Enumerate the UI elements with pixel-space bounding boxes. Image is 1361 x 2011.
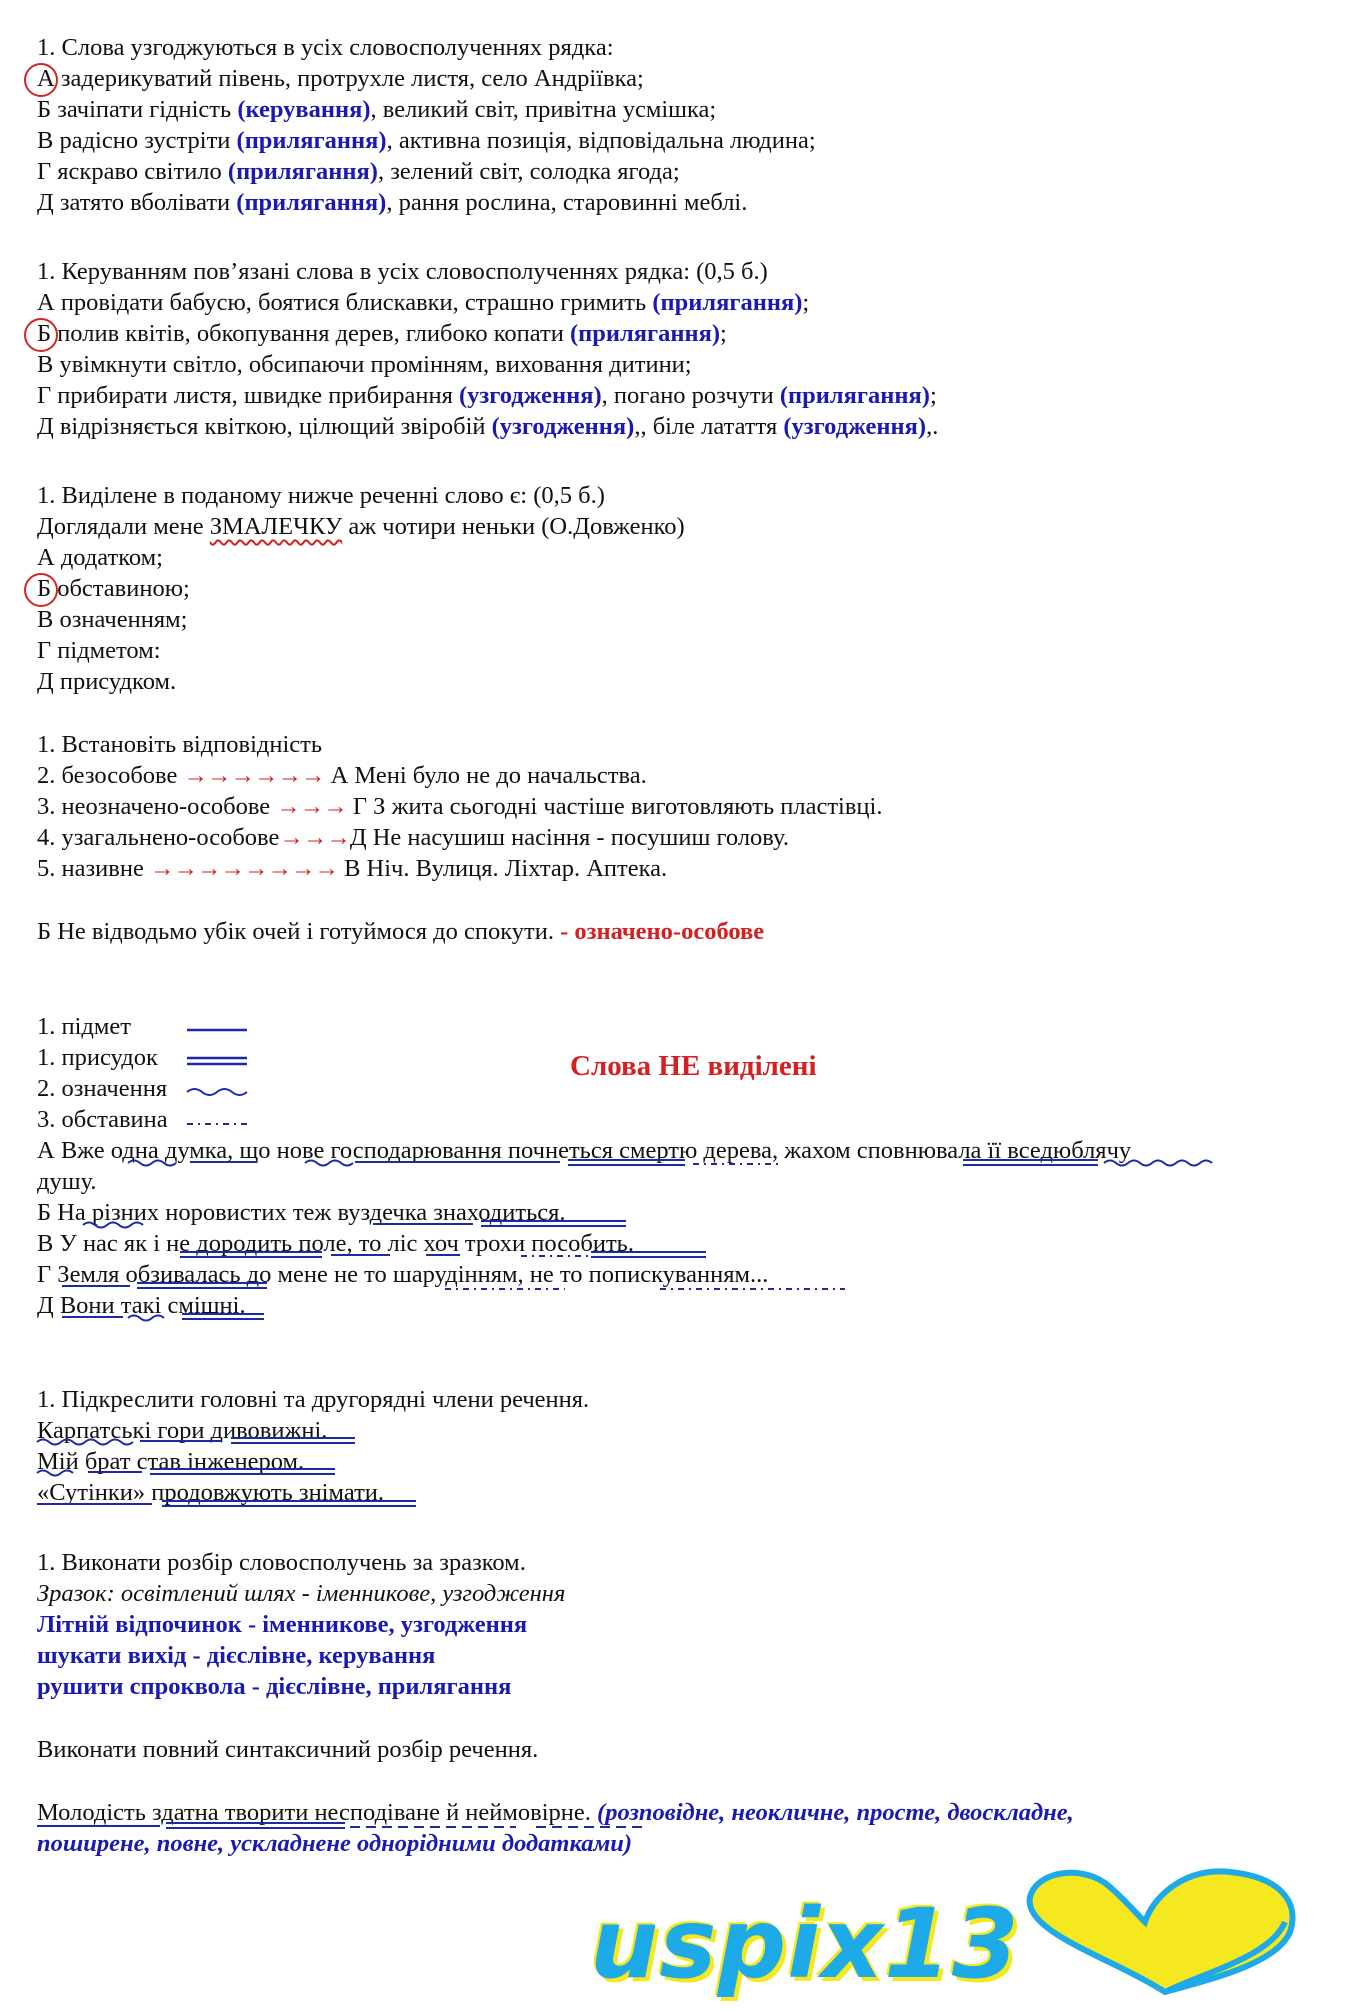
q1-option-b: Б зачіпати гідність (керування), великий світ, привітна усмішка;: [37, 96, 717, 123]
q3-option-v: В означенням;: [37, 606, 188, 633]
q4-row: 4. узагальнено-особове→→→Д Не насушиш насіння - посушиш голову.: [37, 824, 789, 851]
q4-extra: Б Не відводьмо убік очей і готуймося до спокути. - означено-особове: [37, 918, 765, 945]
q7-answer-3: рушити спроквола - дієслівне, прилягання: [37, 1673, 512, 1700]
q2-option-b: Б полив квітів, обкопування дерев, глибоко копати (прилягання);: [37, 320, 727, 347]
legend-predicate: 1. присудок: [37, 1044, 158, 1071]
q5-sentence-b: Б На різних норовистих теж вуздечка знаходиться.: [37, 1199, 566, 1226]
q4-title: 1. Встановіть відповідність: [37, 731, 323, 758]
q4-row: 2. безособове →→→→→→ А Мені було не до начальства.: [37, 762, 647, 789]
q1-option-v: В радісно зустріти (прилягання), активна позиція, відповідальна людина;: [37, 127, 816, 154]
q6-sentence-2: Мій брат став інженером.: [37, 1448, 305, 1475]
q3-option-a: А додатком;: [37, 544, 163, 571]
legend-attribute: 2. означення: [37, 1075, 168, 1102]
heart-logo-icon: [1015, 1862, 1315, 2002]
note-words-not-highlighted: Слова НЕ виділені: [570, 1050, 817, 1082]
q2-option-v: В увімкнути світло, обсипаючи промінням, виховання дитини;: [37, 351, 692, 378]
legend-subject: 1. підмет: [37, 1013, 131, 1040]
q6-sentence-3: «Сутінки» продовжують знімати.: [37, 1479, 385, 1506]
q3-option-g: Г підметом:: [37, 637, 161, 664]
q2-option-g: Г прибирати листя, швидке прибирання (узгодження), погано розчути (прилягання);: [37, 382, 937, 409]
q2-title: 1. Керуванням пов’язані слова в усіх словосполученнях рядка: (0,5 б.): [37, 258, 768, 285]
q6-title: 1. Підкреслити головні та другорядні члени речення.: [37, 1386, 590, 1413]
q3-title: 1. Виділене в поданому нижче реченні слово є: (0,5 б.): [37, 482, 605, 509]
q6-underline-marks: [0, 1400, 500, 1520]
q1-option-d: Д затято вболівати (прилягання), рання рослина, старовинні меблі.: [37, 189, 748, 216]
q8-analysis-cont: поширене, повне, ускладнене однорідними додатками): [37, 1830, 633, 1857]
q3-option-b: Б обставиною;: [37, 575, 190, 602]
q3-option-d: Д присудком.: [37, 668, 177, 695]
q7-answer-2: шукати вихід - дієслівне, керування: [37, 1642, 436, 1669]
q5-sentence-v: В У нас як і не дородить поле, то ліс хоч трохи пособить.: [37, 1230, 634, 1257]
q5-sentence-a: А Вже одна думка, що нове господарювання почнеться смертю дерева, жахом сповнювала її вседюблячу: [37, 1137, 1132, 1164]
q5-sentence-d: Д Вони такі смішні.: [37, 1292, 246, 1319]
q5-sentence-a-cont: душу.: [37, 1168, 97, 1195]
q1-title: 1. Слова узгоджуються в усіх словосполученнях рядка:: [37, 34, 614, 61]
q7-answer-1: Літній відпочинок - іменникове, узгодження: [37, 1611, 528, 1638]
q8-title: Виконати повний синтаксичний розбір речення.: [37, 1736, 539, 1763]
q7-sample: Зразок: освітлений шлях - іменникове, узгодження: [37, 1580, 566, 1607]
q3-sentence: Доглядали мене ЗМАЛЕЧКУ аж чотири неньки (О.Довженко): [37, 513, 685, 540]
q1-option-g: Г яскраво світило (прилягання), зелений світ, солодка ягода;: [37, 158, 680, 185]
q2-option-d: Д відрізняється квіткою, цілющий звіробій (узгодження),, біле латаття (узгодження),.: [37, 413, 939, 440]
q8-underline-marks: [0, 1820, 700, 1840]
uspix13-logo: uspix13: [590, 1888, 1020, 2000]
q4-row: 3. неозначено-особове →→→ Г З жита сьогодні частіше виготовляють пластівці.: [37, 793, 883, 820]
q6-sentence-1: Карпатські гори дивовижні.: [37, 1417, 328, 1444]
q5-sentence-g: Г Земля обзивалась до мене не то шарудінням, не то попискуванням...: [37, 1261, 769, 1288]
legend-adverbial: 3. обставина: [37, 1106, 168, 1133]
q1-option-a: А задерикуватий півень, протрухле листя, село Андріївка;: [37, 65, 644, 92]
q4-row: 5. називне →→→→→→→→ В Ніч. Вулиця. Ліхтар. Аптека.: [37, 855, 668, 882]
q8-sentence: Молодість здатна творити несподіване й неймовірне. (розповідне, неокличне, просте, двоскладне,: [37, 1799, 1074, 1826]
q2-option-a: А провідати бабусю, боятися блискавки, страшно гримить (прилягання);: [37, 289, 810, 316]
q7-title: 1. Виконати розбір словосполучень за зразком.: [37, 1549, 526, 1576]
